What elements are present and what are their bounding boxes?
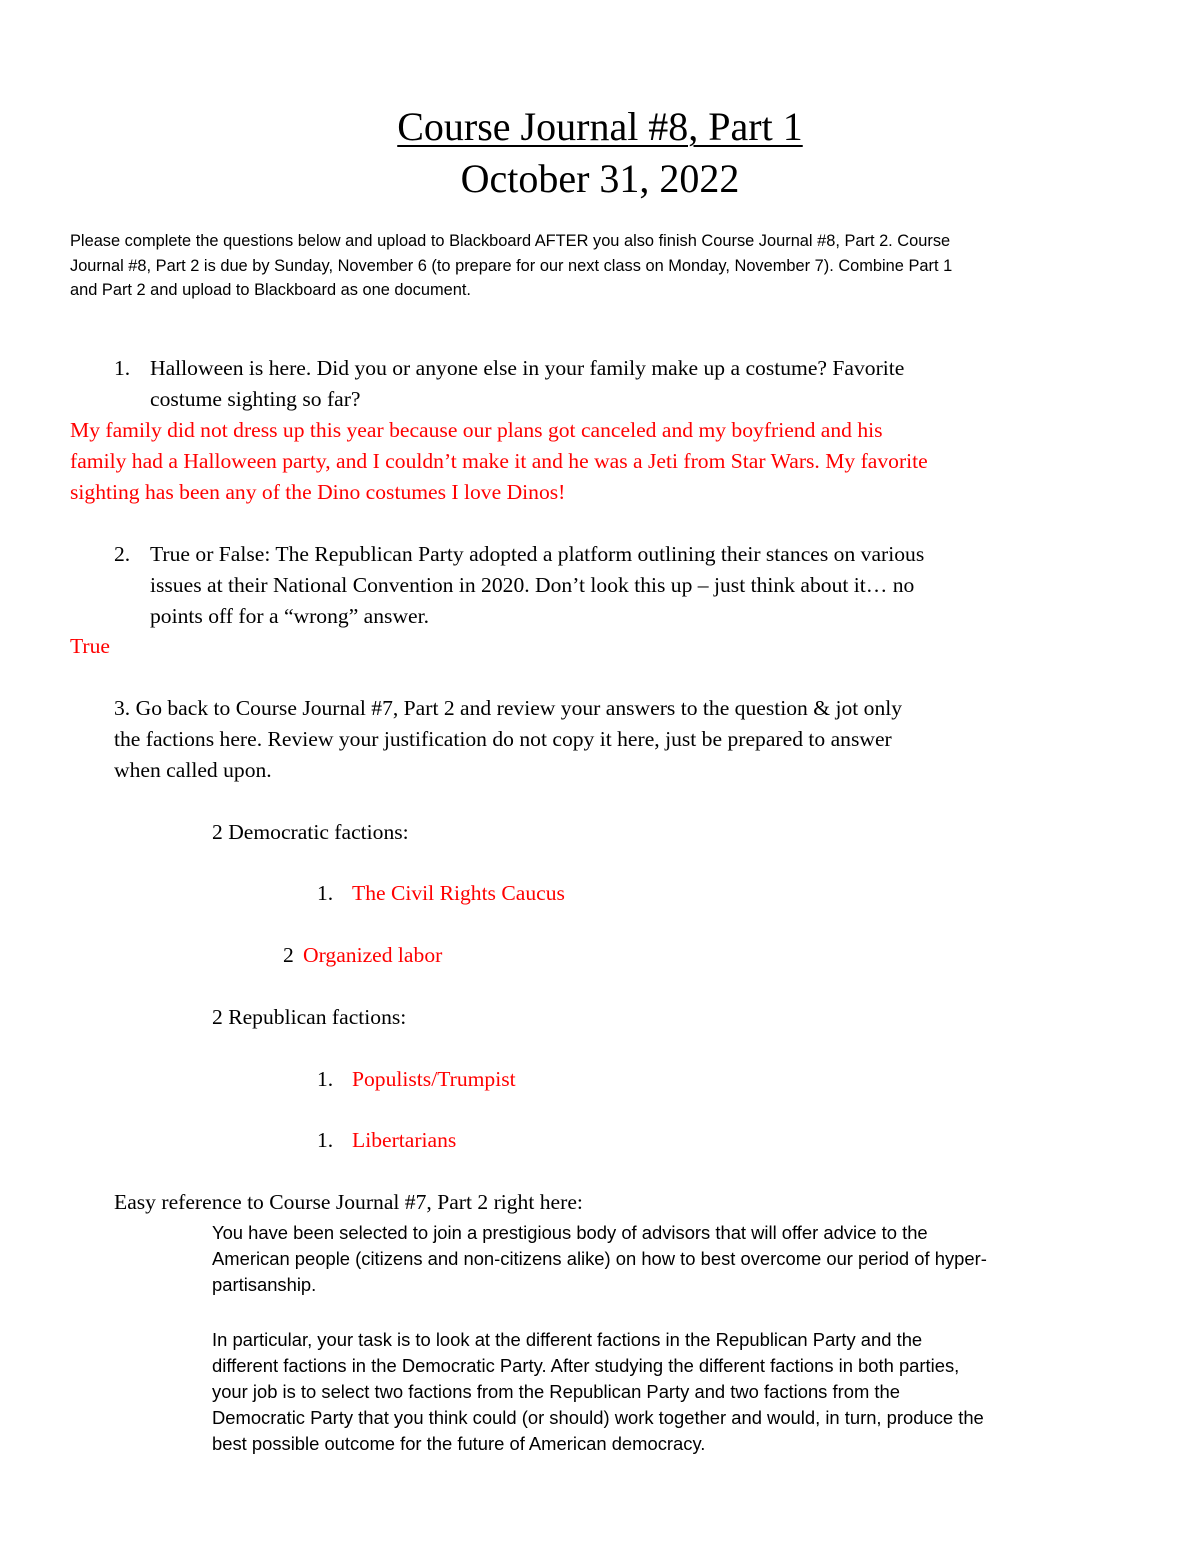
reference-line: You have been selected to join a prestigious body of advisors that will offer advice to the: [212, 1222, 928, 1243]
q3-line: 3. Go back to Course Journal #7, Part 2 and review your answers to the question & jot only: [114, 696, 903, 720]
q2-answer: True: [70, 634, 111, 658]
reference-line: best possible outcome for the future of American democracy.: [212, 1433, 706, 1454]
reference-line: In particular, your task is to look at the different factions in the Republican Party and the: [212, 1329, 923, 1350]
q1-answer-line: sighting has been any of the Dino costumes I love Dinos!: [70, 480, 566, 504]
document-date: October 31, 2022: [460, 156, 740, 201]
republican-factions-label: 2 Republican factions:: [212, 1005, 407, 1029]
reference-line: American people (citizens and non-citizens alike) on how to best overcome our period of hyper-: [212, 1248, 987, 1269]
q1-line: Halloween is here. Did you or anyone else in your family make up a costume? Favorite: [150, 356, 905, 380]
q3-line: the factions here. Review your justification do not copy it here, just be prepared to answer: [114, 727, 892, 751]
instructions-line: and Part 2 and upload to Blackboard as one document.: [70, 281, 471, 300]
dem-faction-2: Organized labor: [303, 943, 443, 967]
q1-answer-line: My family did not dress up this year because our plans got canceled and my boyfriend and his: [70, 418, 883, 442]
rep-faction-2-number: 1.: [317, 1128, 334, 1152]
reference-heading: Easy reference to Course Journal #7, Part 2 right here:: [114, 1190, 583, 1214]
reference-line: partisanship.: [212, 1274, 317, 1295]
q3-line: when called upon.: [114, 758, 272, 782]
democratic-factions-label: 2 Democratic factions:: [212, 820, 409, 844]
instructions-paragraph: [70, 229, 1130, 303]
instructions-line: Please complete the questions below and upload to Blackboard AFTER you also finish Course Journal #8, Part 2. Course: [70, 232, 951, 250]
dem-faction-1: The Civil Rights Caucus: [352, 881, 565, 905]
dem-faction-1-number: 1.: [317, 881, 334, 905]
q2-line: points off for a “wrong” answer.: [150, 604, 430, 628]
reference-line: Democratic Party that you think could (or should) work together and would, in turn, produce the: [212, 1407, 984, 1428]
reference-line: your job is to select two factions from the Republican Party and two factions from the: [212, 1381, 900, 1402]
q1-answer-line: family had a Halloween party, and I couldn’t make it and he was a Jeti from Star Wars. My favorite: [70, 449, 928, 473]
rep-faction-1: Populists/Trumpist: [352, 1067, 516, 1091]
reference-line: different factions in the Democratic Party. After studying the different factions in both parties,: [212, 1355, 960, 1376]
dem-faction-2-number: 2: [283, 943, 294, 967]
q2-line: True or False: The Republican Party adopted a platform outlining their stances on various: [150, 542, 925, 566]
q2-line: issues at their National Convention in 2020. Don’t look this up – just think about it… no: [150, 573, 915, 597]
q2-number: 2.: [114, 542, 131, 566]
document-title: Course Journal #8, Part 1: [397, 104, 803, 149]
rep-faction-2: Libertarians: [352, 1128, 457, 1152]
rep-faction-1-number: 1.: [317, 1067, 334, 1091]
instructions-line: Journal #8, Part 2 is due by Sunday, November 6 (to prepare for our next class on Monday, November 7). Combine Part 1: [70, 256, 953, 275]
q1-number: 1.: [114, 356, 131, 380]
q1-line: costume sighting so far?: [150, 387, 361, 411]
